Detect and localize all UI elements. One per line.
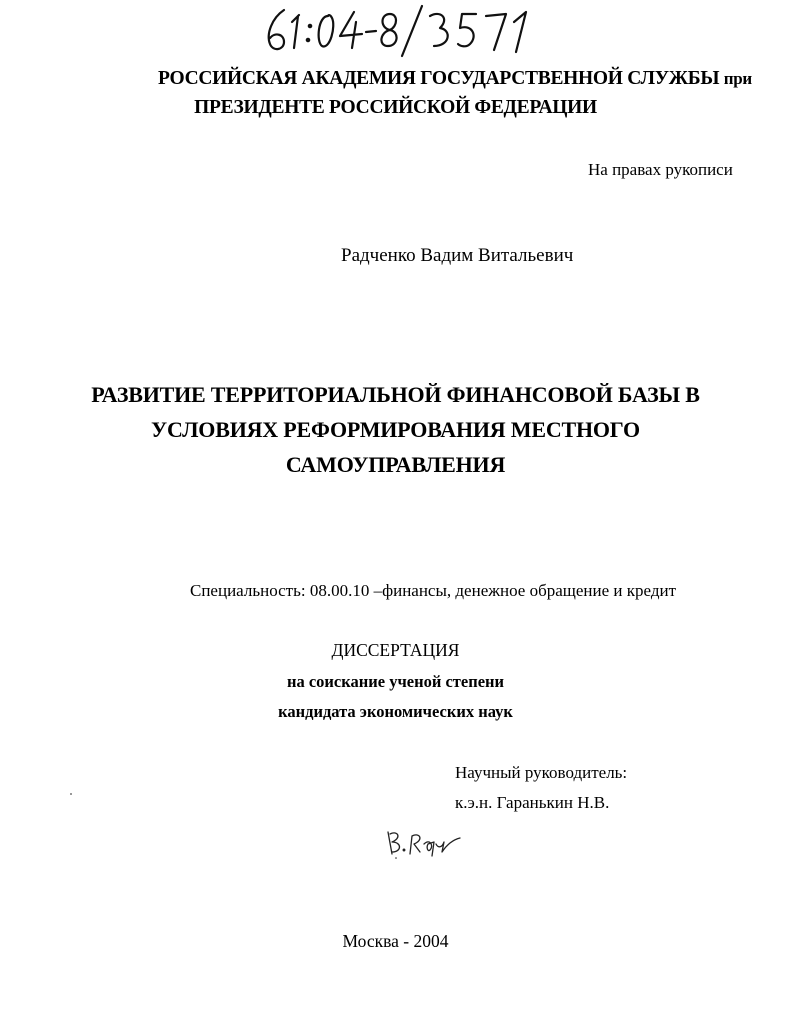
degree-line-1: на соискание ученой степени <box>286 672 505 691</box>
scan-speck <box>70 793 72 795</box>
title-line-1: РАЗВИТИЕ ТЕРРИТОРИАЛЬНОЙ ФИНАНСОВОЙ БАЗЫ В <box>91 382 700 407</box>
handwritten-archive-code <box>262 2 542 60</box>
organization-suffix: при <box>723 69 752 88</box>
organization-line-2: ПРЕЗИДЕНТЕ РОССИЙСКОЙ ФЕДЕРАЦИИ <box>194 97 597 118</box>
rights-note: На правах рукописи <box>588 160 733 179</box>
organization-name: РОССИЙСКАЯ АКАДЕМИЯ ГОСУДАРСТВЕННОЙ СЛУЖБЫ <box>158 68 720 89</box>
supervisor-name: к.э.н. Гаранькин Н.В. <box>455 793 610 812</box>
degree-line-2: кандидата экономических наук <box>278 702 513 721</box>
dissertation-type: ДИССЕРТАЦИЯ <box>331 640 460 660</box>
supervisor-label: Научный руководитель: <box>455 763 628 782</box>
title-line-3: САМОУПРАВЛЕНИЯ <box>285 452 506 477</box>
handwritten-signature <box>384 826 464 860</box>
author-name: Радченко Вадим Витальевич <box>341 245 574 266</box>
title-line-2: УСЛОВИЯХ РЕФОРМИРОВАНИЯ МЕСТНОГО <box>151 417 640 442</box>
speciality-line: Специальность: 08.00.10 –финансы, денежное обращение и кредит <box>190 581 677 600</box>
organization-line-1 <box>158 68 752 90</box>
city-year: Москва - 2004 <box>342 931 449 951</box>
